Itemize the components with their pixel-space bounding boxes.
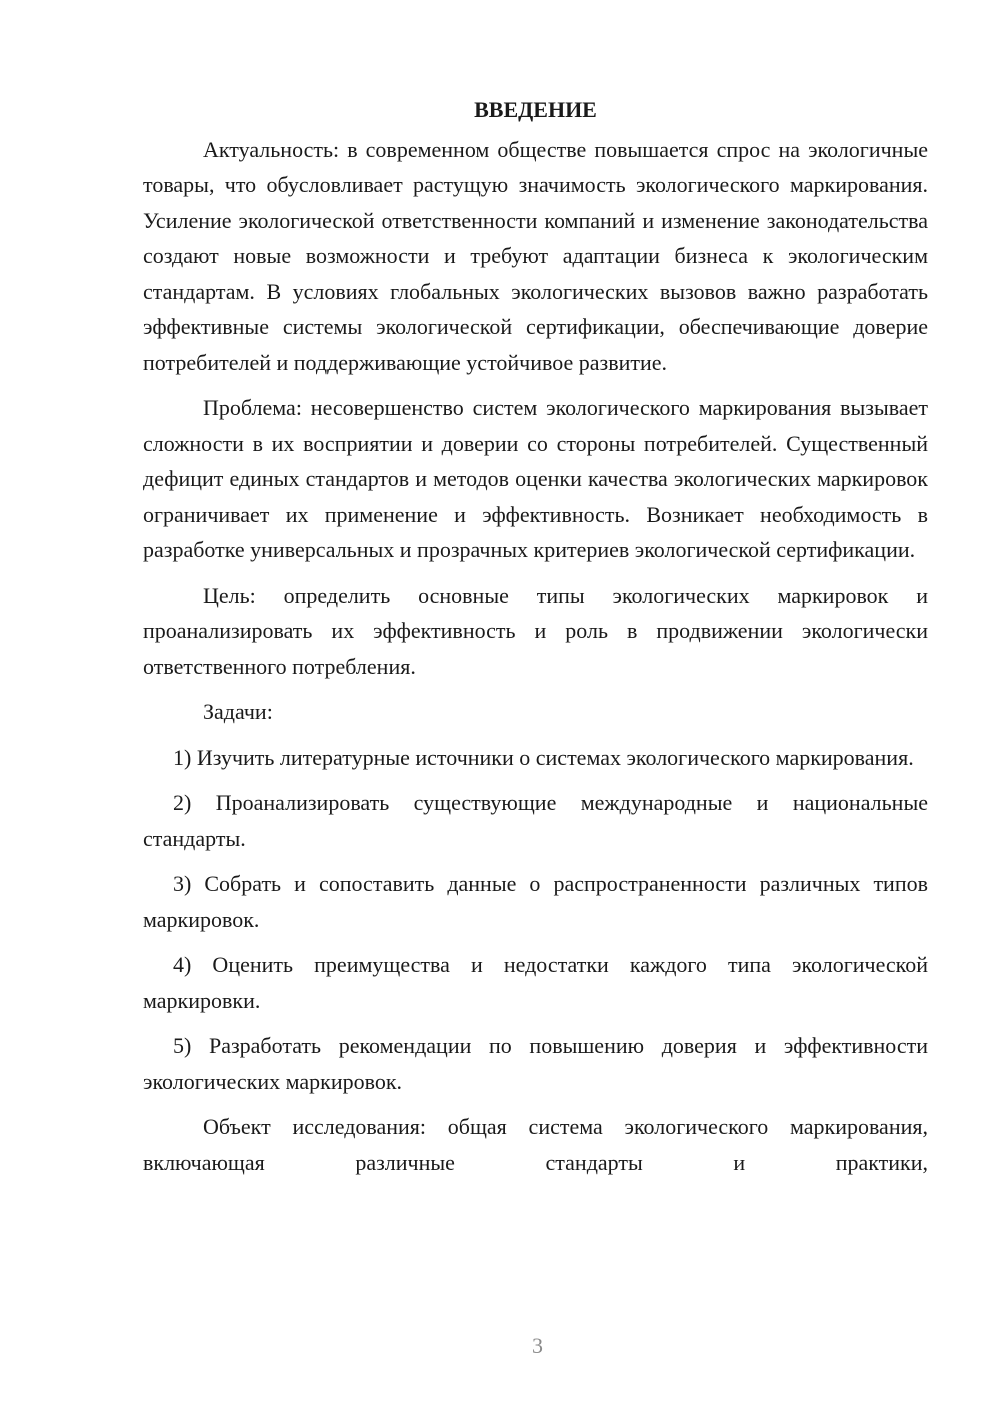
section-heading: ВВЕДЕНИЕ <box>474 97 597 122</box>
page-content <box>143 92 928 1180</box>
page-number: 3 <box>532 1333 543 1358</box>
task-item: 3) Собрать и сопоставить данные о распространенности различных типов маркировок. <box>143 871 928 932</box>
object-paragraph: Объект исследования: общая система экологического маркирования, включающая различные стандарты и практики, <box>143 1114 928 1175</box>
task-item: 1) Изучить литературные источники о системах экологического маркирования. <box>173 744 914 770</box>
task-item: 2) Проанализировать существующие международные и национальные стандарты. <box>143 790 928 851</box>
problem-paragraph: Проблема: несовершенство систем экологического маркирования вызывает сложности в их восприятии и доверии со стороны потребителей. Существенный дефицит единых стандартов и методов оценки качества экологических маркировок ограничивает их применение и эффективность. Возникает необходимость в разработке универсальных и прозрачных критериев экологической сертификации. <box>143 395 928 562</box>
goal-paragraph: Цель: определить основные типы экологических маркировок и проанализировать их эффективность и роль в продвижении экологически ответственного потребления. <box>143 582 928 679</box>
relevance-paragraph: Актуальность: в современном обществе повышается спрос на экологичные товары, что обусловливает растущую значимость экологического маркирования. Усиление экологической ответственности компаний и изменение законодательства создают новые возможности и требуют адаптации бизнеса к экологическим стандартам. В условиях глобальных экологических вызовов важно разработать эффективные системы экологической сертификации, обеспечивающие доверие потребителей и поддерживающие устойчивое развитие. <box>143 136 928 375</box>
tasks-label: Задачи: <box>203 699 273 724</box>
task-item: 5) Разработать рекомендации по повышению доверия и эффективности экологических маркировок. <box>143 1033 928 1094</box>
task-item: 4) Оценить преимущества и недостатки каждого типа экологической маркировки. <box>143 952 928 1013</box>
